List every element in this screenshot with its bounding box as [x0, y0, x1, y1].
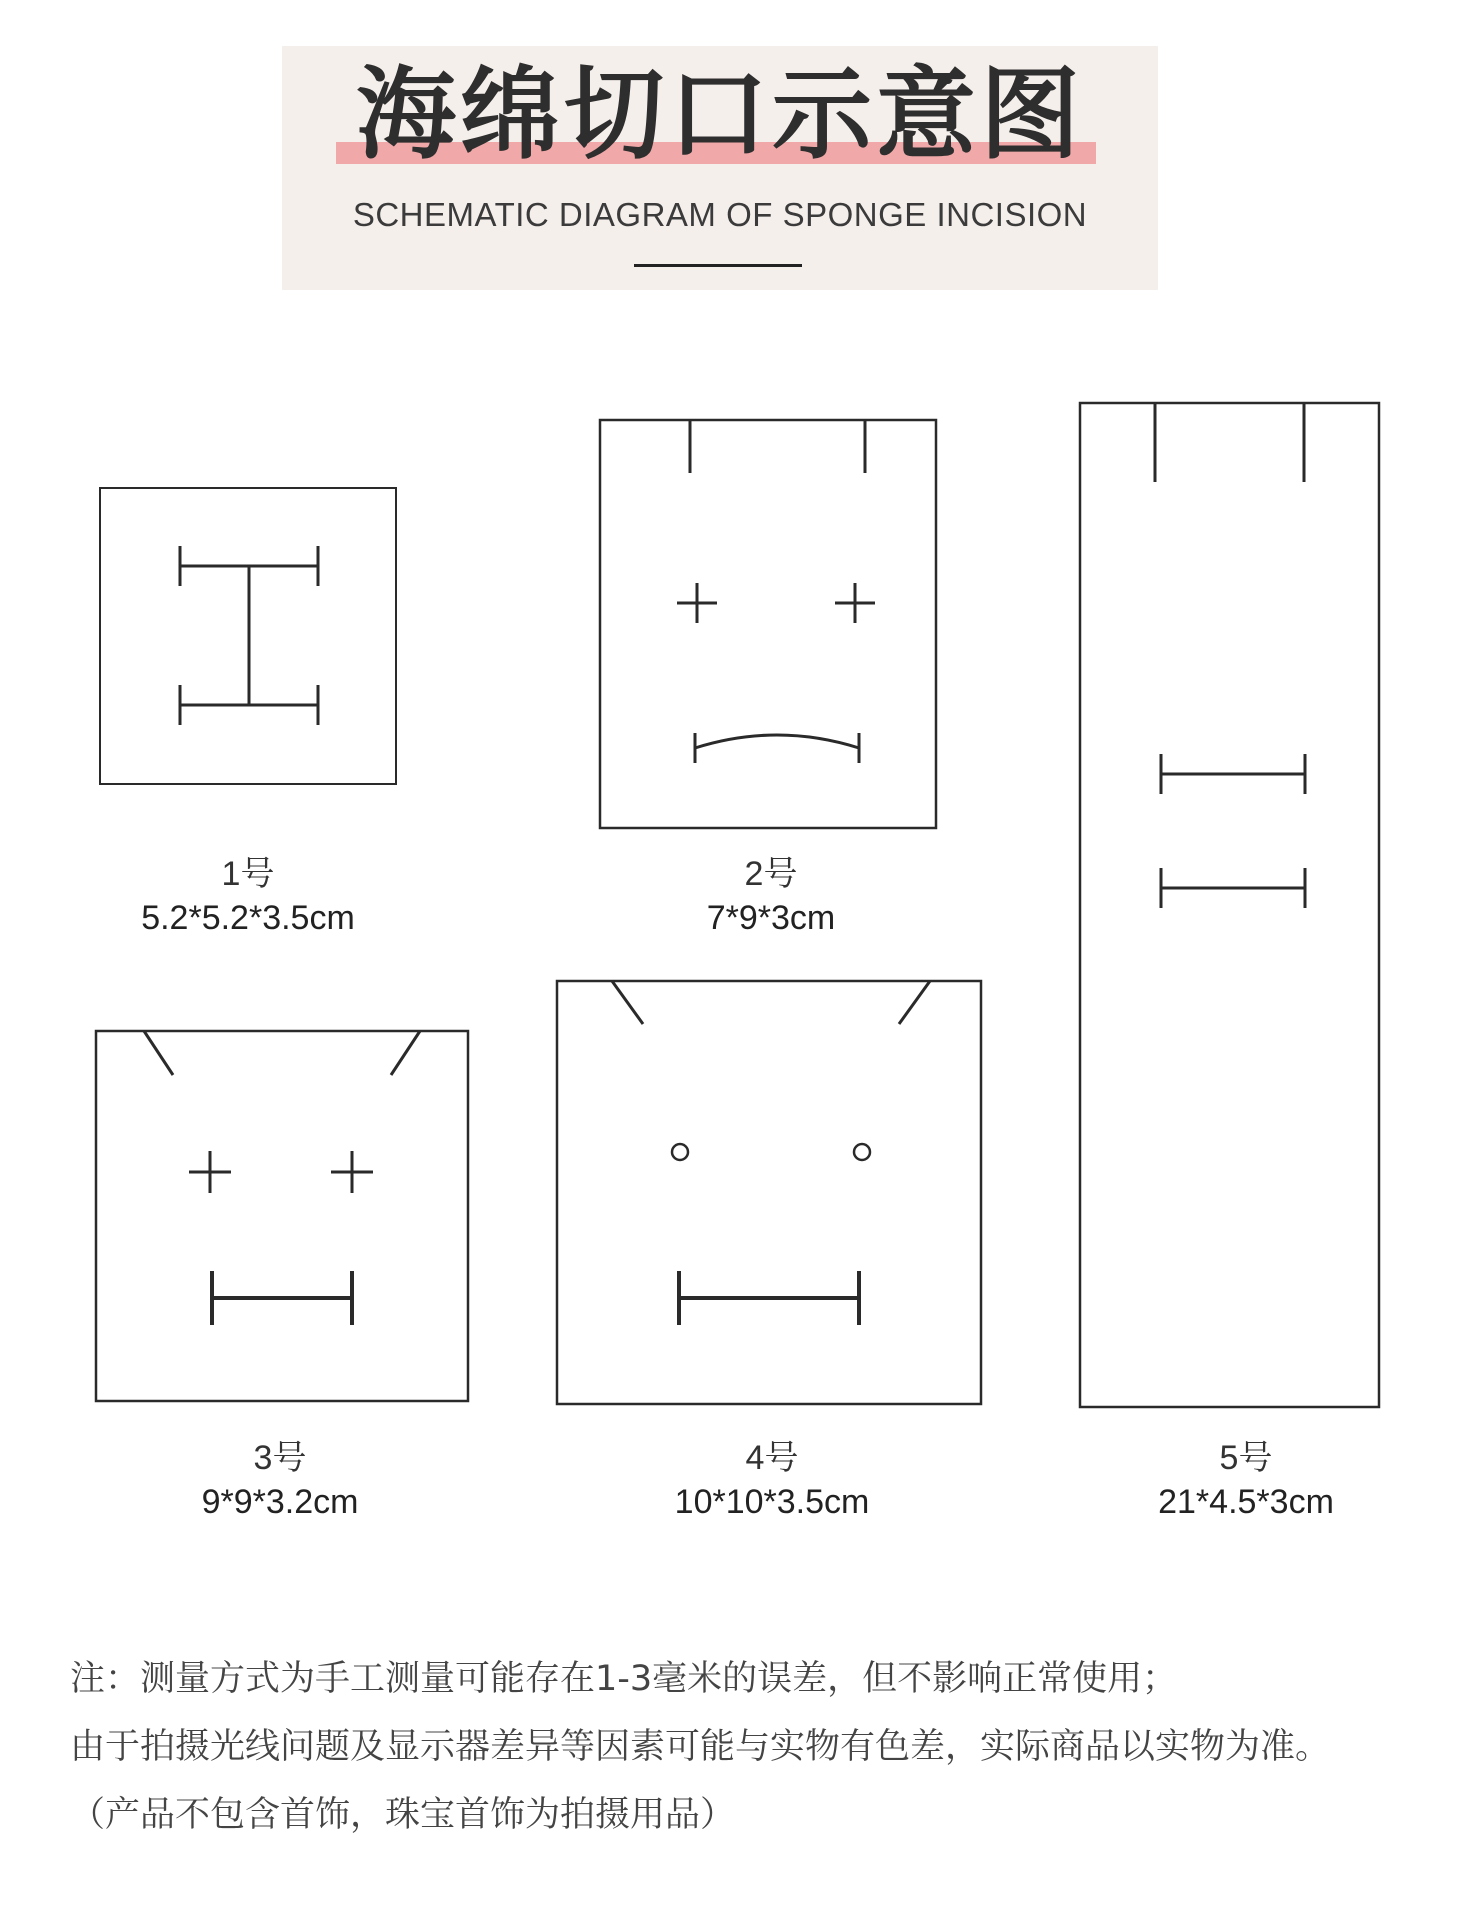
sponge-2-cross-right [835, 583, 875, 623]
notes-section [70, 1645, 1450, 1849]
note-measurement: 注：测量方式为手工测量可能存在1-3毫米的误差，但不影响正常使用； [70, 1659, 1178, 1699]
sponge-5-dimensions: 21*4.5*3cm [1158, 1483, 1334, 1521]
sponge-4-slit-left [612, 981, 643, 1024]
sponge-5-bar-cut-upper [1161, 754, 1305, 794]
sponge-4-drawing [557, 981, 981, 1404]
page-title: 海绵切口示意图 [356, 56, 1084, 173]
sponge-3-outline [96, 1031, 468, 1401]
sponge-3-slit-right [391, 1031, 420, 1075]
sponge-1-label [68, 852, 428, 940]
sponge-3-dimensions: 9*9*3.2cm [201, 1483, 359, 1521]
sponge-4-bar-cut [679, 1271, 859, 1325]
sponge-4-label [592, 1436, 952, 1524]
sponge-5-drawing [1080, 403, 1379, 1407]
sponge-1-number: 1号 [221, 855, 275, 893]
sponge-2-outline [600, 420, 936, 828]
note-color-difference: 由于拍摄光线问题及显示器差异等因素可能与实物有色差，实际商品以实物为准。 [70, 1727, 1331, 1767]
sponge-3-number: 3号 [253, 1439, 307, 1477]
sponge-4-number: 4号 [745, 1439, 799, 1477]
page-subtitle: SCHEMATIC DIAGRAM OF SPONGE INCISION [352, 196, 1088, 233]
sponge-2-curved-cut [695, 733, 859, 763]
sponge-4-dimensions: 10*10*3.5cm [674, 1483, 870, 1521]
sponge-5-bar-cut-lower [1161, 868, 1305, 908]
sponge-3-label [100, 1436, 460, 1524]
sponge-4-hole-left [672, 1144, 688, 1160]
sponge-3-slit-left [144, 1031, 173, 1075]
sponge-5-outline [1080, 403, 1379, 1407]
sponge-1-dimensions: 5.2*5.2*3.5cm [141, 899, 355, 937]
sponge-3-bar-cut [212, 1271, 352, 1325]
sponge-5-label [1066, 1436, 1426, 1524]
sponge-3-cross-right [331, 1151, 373, 1193]
sponge-2-drawing [600, 420, 936, 828]
sponge-2-dimensions: 7*9*3cm [706, 899, 836, 937]
sponge-3-drawing [96, 1031, 468, 1401]
sponge-2-cross-left [677, 583, 717, 623]
sponge-1-i-cut [180, 546, 318, 725]
note-jewelry-excluded: （产品不包含首饰，珠宝首饰为拍摄用品） [70, 1795, 736, 1835]
sponge-1-drawing [100, 488, 396, 784]
sponge-2-number: 2号 [744, 855, 798, 893]
sponge-5-number: 5号 [1219, 1439, 1273, 1477]
sponge-3-cross-left [189, 1151, 231, 1193]
sponge-4-outline [557, 981, 981, 1404]
sponge-4-slit-right [899, 981, 930, 1024]
sponge-4-hole-right [854, 1144, 870, 1160]
sponge-2-label [591, 852, 951, 940]
